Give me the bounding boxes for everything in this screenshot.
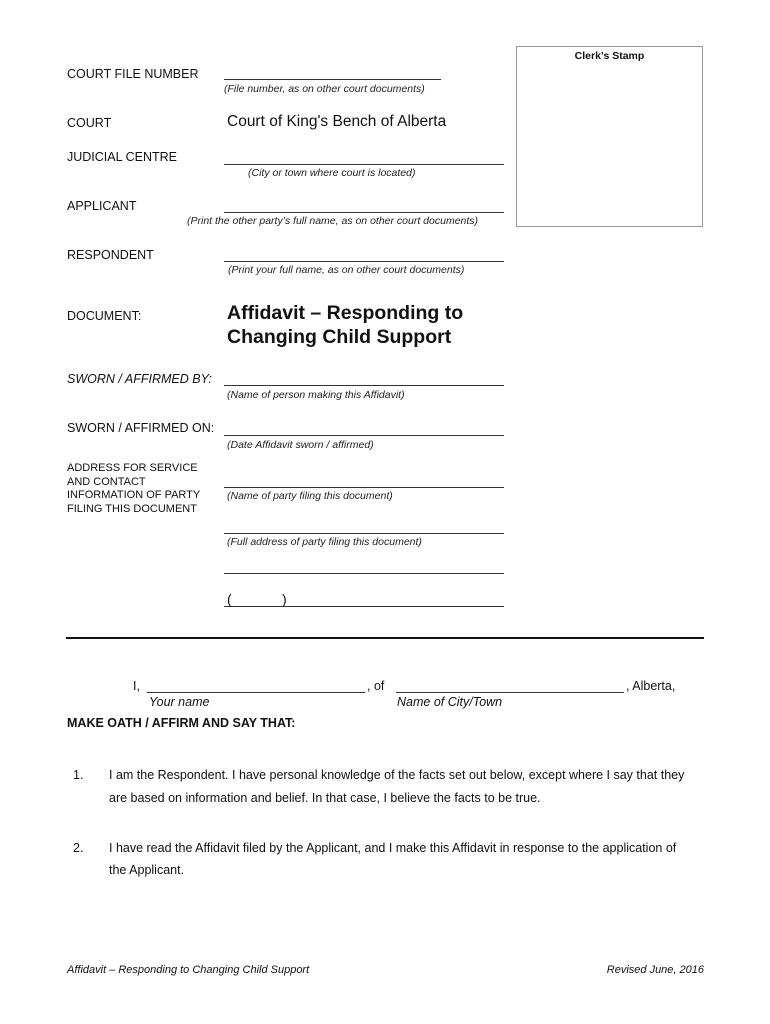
respondent-hint: (Print your full name, as on other court documents) xyxy=(228,264,465,276)
oath-alberta-label: , Alberta, xyxy=(626,679,676,693)
party-phone-field[interactable] xyxy=(224,606,504,607)
clerks-stamp-box xyxy=(516,46,703,227)
judicial-centre-label: JUDICIAL CENTRE xyxy=(67,150,177,164)
address-label-line: FILING THIS DOCUMENT xyxy=(67,502,197,515)
oath-heading: MAKE OATH / AFFIRM AND SAY THAT: xyxy=(67,716,296,730)
court-label: COURT xyxy=(67,116,112,130)
phone-close-paren: ) xyxy=(282,591,287,607)
judicial-centre-field[interactable] xyxy=(224,164,504,165)
party-name-field[interactable] xyxy=(224,487,504,488)
party-name-hint: (Name of party filing this document) xyxy=(227,490,393,502)
footer-revised-date: Revised June, 2016 xyxy=(606,964,704,976)
party-address-field-2[interactable] xyxy=(224,573,504,574)
city-town-hint: Name of City/Town xyxy=(397,695,503,709)
section-divider xyxy=(66,637,704,639)
sworn-on-field[interactable] xyxy=(224,435,504,436)
document-title-line1: Affidavit – Responding to xyxy=(227,302,464,324)
address-label-line: AND CONTACT xyxy=(67,475,146,488)
paragraph-text-line: the Applicant. xyxy=(109,863,185,877)
judicial-centre-hint: (City or town where court is located) xyxy=(248,167,416,179)
sworn-by-hint: (Name of person making this Affidavit) xyxy=(227,389,405,401)
phone-open-paren: ( xyxy=(227,591,232,607)
sworn-on-hint: (Date Affidavit sworn / affirmed) xyxy=(227,439,374,451)
footer-document-name: Affidavit – Responding to Changing Child Support xyxy=(67,964,310,976)
paragraph-text-line: I have read the Affidavit filed by the Applicant, and I make this Affidavit in response to the application of xyxy=(109,841,677,855)
clerks-stamp-title: Clerk’s Stamp xyxy=(574,50,645,62)
respondent-field[interactable] xyxy=(224,261,504,262)
paragraph-number: 2. xyxy=(73,841,84,855)
document-label: DOCUMENT: xyxy=(67,309,142,323)
applicant-label: APPLICANT xyxy=(67,199,137,213)
your-name-hint: Your name xyxy=(149,695,210,709)
respondent-label: RESPONDENT xyxy=(67,248,154,262)
sworn-on-label: SWORN / AFFIRMED ON: xyxy=(67,421,215,435)
sworn-by-label: SWORN / AFFIRMED BY: xyxy=(67,372,212,386)
party-address-hint: (Full address of party filing this document) xyxy=(227,536,422,548)
address-label-line: ADDRESS FOR SERVICE xyxy=(67,462,198,474)
party-address-field[interactable] xyxy=(224,533,504,534)
oath-i-label: I, xyxy=(133,679,140,693)
court-file-number-field[interactable] xyxy=(224,79,441,80)
sworn-by-field[interactable] xyxy=(224,385,504,386)
applicant-field[interactable] xyxy=(224,212,504,213)
applicant-hint: (Print the other party’s full name, as on other court documents) xyxy=(187,215,479,227)
court-file-number-label: COURT FILE NUMBER xyxy=(67,67,199,81)
oath-of-label: , of xyxy=(367,679,385,693)
document-title-line2: Changing Child Support xyxy=(227,326,452,348)
court-file-number-hint: (File number, as on other court documents) xyxy=(224,83,425,95)
paragraph-number: 1. xyxy=(73,768,84,782)
court-value: Court of King's Bench of Alberta xyxy=(227,113,447,130)
paragraph-text-line: are based on information and belief. In that case, I believe the facts to be true. xyxy=(109,791,541,805)
your-name-field[interactable] xyxy=(147,692,365,693)
address-label-line: INFORMATION OF PARTY xyxy=(67,489,201,501)
paragraph-text-line: I am the Respondent. I have personal knowledge of the facts set out below, except where I say that they xyxy=(109,768,685,782)
address-for-service-label xyxy=(67,462,200,516)
city-town-field[interactable] xyxy=(396,692,624,693)
